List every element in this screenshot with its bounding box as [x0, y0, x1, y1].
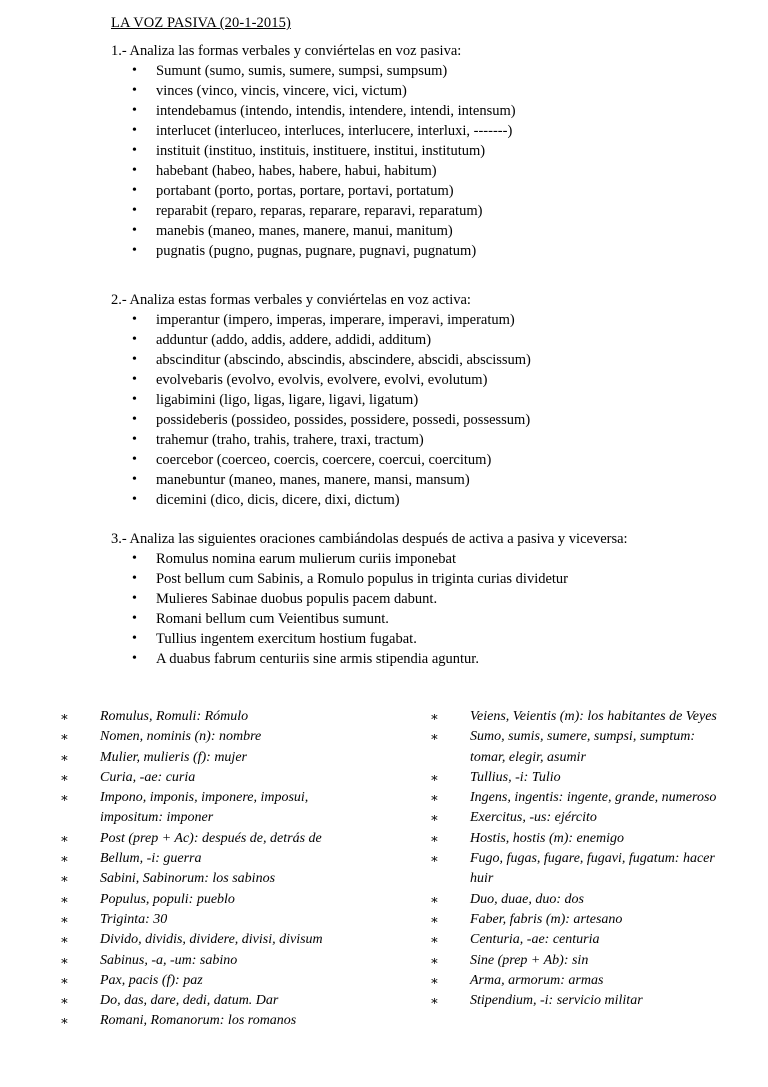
- bullet-icon: •: [132, 123, 137, 138]
- list-item: [111, 609, 628, 629]
- vocabulary-entry: [430, 808, 720, 828]
- vocabulary-text: Duo, duae, duo: dos: [470, 891, 584, 907]
- asterisk-icon: ∗: [430, 709, 439, 724]
- list-item: [111, 549, 628, 569]
- asterisk-icon: ∗: [430, 952, 439, 968]
- vocabulary-entry: [60, 788, 360, 829]
- list-item-text: habebant (habeo, habes, habere, habui, habitum): [156, 163, 437, 179]
- list-item-text: instituit (instituo, instituis, instituere, institui, institutum): [156, 143, 486, 159]
- bullet-icon: •: [132, 183, 137, 198]
- asterisk-icon: ∗: [60, 851, 69, 867]
- vocabulary-entry: [60, 829, 360, 849]
- list-item-text: abscinditur (abscindo, abscindis, abscindere, abscidi, abscissum): [156, 352, 531, 368]
- vocabulary-text: Veiens, Veientis (m): los habitantes de Veyes: [470, 709, 717, 724]
- list-item-text: Sumunt (sumo, sumis, sumere, sumpsi, sumpsum): [156, 63, 448, 79]
- list-item-text: A duabus fabrum centuriis sine armis stipendia aguntur.: [156, 651, 479, 667]
- asterisk-icon: ∗: [60, 1013, 69, 1029]
- vocabulary-text: Exercitus, -us: ejército: [470, 810, 597, 826]
- bullet-icon: •: [132, 412, 137, 427]
- bullet-icon: •: [132, 492, 137, 507]
- verb-list: [111, 61, 516, 261]
- vocabulary-text: Pax, pacis (f): paz: [100, 972, 203, 988]
- asterisk-icon: ∗: [430, 810, 439, 826]
- vocabulary-text: Nomen, nominis (n): nombre: [100, 729, 262, 745]
- list-item: [111, 649, 628, 669]
- list-item-text: ligabimini (ligo, ligas, ligare, ligavi, ligatum): [156, 392, 419, 408]
- asterisk-icon: ∗: [430, 911, 439, 927]
- vocabulary-text: Stipendium, -i: servicio militar: [470, 993, 643, 1009]
- vocabulary-text: Hostis, hostis (m): enemigo: [470, 830, 624, 846]
- vocabulary-entry: [430, 971, 720, 991]
- list-item: [111, 201, 516, 221]
- bullet-icon: •: [132, 203, 137, 218]
- vocabulary-text: Sabinus, -a, -um: sabino: [100, 952, 238, 968]
- bullet-icon: •: [132, 432, 137, 447]
- asterisk-icon: ∗: [60, 830, 69, 846]
- vocabulary-text: Bellum, -i: guerra: [100, 851, 202, 867]
- list-item-text: pugnatis (pugno, pugnas, pugnare, pugnavi, pugnatum): [156, 243, 477, 259]
- list-item: [111, 450, 531, 470]
- vocabulary-entry: [430, 849, 720, 890]
- bullet-icon: •: [132, 591, 137, 606]
- vocabulary-entry: [430, 788, 720, 808]
- list-item: [111, 370, 531, 390]
- bullet-icon: •: [132, 452, 137, 467]
- bullet-icon: •: [132, 472, 137, 487]
- vocabulary-text: Curia, -ae: curia: [100, 769, 196, 785]
- list-item: [111, 141, 516, 161]
- vocabulary-entry: [60, 707, 360, 727]
- document-title: LA VOZ PASIVA (20-1-2015): [111, 15, 291, 31]
- vocabulary-text: Triginta: 30: [100, 911, 168, 927]
- list-item-text: Mulieres Sabinae duobus populis pacem dabunt.: [156, 591, 438, 607]
- list-item: [111, 390, 531, 410]
- vocabulary-entry: [430, 727, 720, 768]
- list-item: [111, 430, 531, 450]
- exercise-section-3: [111, 529, 628, 669]
- bullet-icon: •: [132, 83, 137, 98]
- asterisk-icon: ∗: [60, 729, 69, 745]
- vocabulary-text: Faber, fabris (m): artesano: [470, 911, 623, 927]
- bullet-icon: •: [132, 63, 137, 78]
- bullet-icon: •: [132, 551, 137, 566]
- vocabulary-text: Mulier, mulieris (f): mujer: [100, 749, 247, 765]
- vocabulary-column-left: [60, 707, 360, 1032]
- asterisk-icon: ∗: [60, 749, 69, 765]
- asterisk-icon: ∗: [60, 993, 69, 1009]
- bullet-icon: •: [132, 651, 137, 666]
- exercise-section-2: [111, 290, 531, 510]
- list-item-text: Romulus nomina earum mulierum curiis imponebat: [156, 551, 457, 567]
- list-item-text: Tullius ingentem exercitum hostium fugabat.: [156, 631, 417, 647]
- vocabulary-text: Sabini, Sabinorum: los sabinos: [100, 871, 276, 887]
- asterisk-icon: ∗: [60, 932, 69, 948]
- asterisk-icon: ∗: [430, 830, 439, 846]
- list-item: [111, 350, 531, 370]
- bullet-icon: •: [132, 163, 137, 178]
- asterisk-icon: ∗: [60, 709, 69, 724]
- sentence-list: [111, 549, 628, 669]
- exercise-heading: 3.- Analiza las siguientes oraciones cambiándolas después de activa a pasiva y viceversa:: [111, 531, 628, 547]
- list-item-text: imperantur (impero, imperas, imperare, imperavi, imperatum): [156, 312, 515, 328]
- asterisk-icon: ∗: [430, 769, 439, 785]
- list-item-text: coercebor (coerceo, coercis, coercere, coercui, coercitum): [156, 452, 492, 468]
- vocabulary-entry: [60, 951, 360, 971]
- list-item-text: adduntur (addo, addis, addere, addidi, additum): [156, 332, 432, 348]
- asterisk-icon: ∗: [60, 972, 69, 988]
- list-item: [111, 241, 516, 261]
- vocabulary-entry: [60, 910, 360, 930]
- vocabulary-text: Ingens, ingentis: ingente, grande, numeroso: [470, 790, 717, 806]
- bullet-icon: •: [132, 611, 137, 626]
- list-item: [111, 569, 628, 589]
- asterisk-icon: ∗: [430, 729, 439, 745]
- vocabulary-text: Sumo, sumis, sumere, sumpsi, sumptum: tomar, elegir, asumir: [470, 729, 696, 765]
- list-item: [111, 121, 516, 141]
- list-item-text: Romani bellum cum Veientibus sumunt.: [156, 611, 389, 627]
- vocabulary-entry: [60, 1011, 360, 1031]
- list-item-text: evolvebaris (evolvo, evolvis, evolvere, evolvi, evolutum): [156, 372, 488, 388]
- bullet-icon: •: [132, 631, 137, 646]
- vocabulary-entry: [60, 727, 360, 747]
- vocabulary-entry: [430, 829, 720, 849]
- list-item: [111, 629, 628, 649]
- vocabulary-text: Arma, armorum: armas: [470, 972, 604, 988]
- vocabulary-entry: [60, 930, 360, 950]
- bullet-icon: •: [132, 243, 137, 258]
- exercise-section-1: [111, 41, 516, 261]
- list-item-text: reparabit (reparo, reparas, reparare, reparavi, reparatum): [156, 203, 483, 219]
- bullet-icon: •: [132, 223, 137, 238]
- vocabulary-text: Do, das, dare, dedi, datum. Dar: [100, 993, 279, 1009]
- asterisk-icon: ∗: [430, 891, 439, 907]
- vocabulary-entry: [430, 890, 720, 910]
- vocabulary-text: Fugo, fugas, fugare, fugavi, fugatum: hacer huir: [470, 851, 715, 887]
- asterisk-icon: ∗: [430, 851, 439, 867]
- vocabulary-text: Populus, populi: pueblo: [100, 891, 235, 907]
- exercise-heading: 2.- Analiza estas formas verbales y conviértelas en voz activa:: [111, 292, 471, 308]
- asterisk-icon: ∗: [430, 972, 439, 988]
- vocabulary-entry: [430, 768, 720, 788]
- vocabulary-entry: [60, 849, 360, 869]
- asterisk-icon: ∗: [60, 911, 69, 927]
- list-item-text: trahemur (traho, trahis, trahere, traxi, tractum): [156, 432, 424, 448]
- list-item-text: portabant (porto, portas, portare, portavi, portatum): [156, 183, 454, 199]
- vocabulary-entry: [430, 930, 720, 950]
- asterisk-icon: ∗: [60, 891, 69, 907]
- asterisk-icon: ∗: [430, 790, 439, 806]
- list-item-text: interlucet (interluceo, interluces, interlucere, interluxi, -------): [156, 123, 513, 139]
- list-item: [111, 470, 531, 490]
- asterisk-icon: ∗: [60, 871, 69, 887]
- asterisk-icon: ∗: [60, 790, 69, 806]
- asterisk-icon: ∗: [60, 952, 69, 968]
- bullet-icon: •: [132, 372, 137, 387]
- bullet-icon: •: [132, 143, 137, 158]
- vocabulary-entry: [430, 951, 720, 971]
- vocabulary-entry: [430, 991, 720, 1011]
- list-item-text: possideberis (possideo, possides, possidere, possedi, possessum): [156, 412, 531, 428]
- list-item: [111, 221, 516, 241]
- list-item-text: dicemini (dico, dicis, dicere, dixi, dictum): [156, 492, 400, 508]
- vocabulary-entry: [60, 869, 360, 889]
- list-item-text: vinces (vinco, vincis, vincere, vici, victum): [156, 83, 407, 99]
- asterisk-icon: ∗: [430, 993, 439, 1009]
- list-item: [111, 81, 516, 101]
- list-item: [111, 490, 531, 510]
- vocabulary-text: Romani, Romanorum: los romanos: [100, 1013, 297, 1029]
- list-item-text: manebuntur (maneo, manes, manere, mansi, mansum): [156, 472, 470, 488]
- vocabulary-entry: [430, 707, 720, 727]
- vocabulary-text: Post (prep + Ac): después de, detrás de: [100, 830, 322, 846]
- vocabulary-text: Sine (prep + Ab): sin: [470, 952, 589, 968]
- list-item-text: Post bellum cum Sabinis, a Romulo populus in triginta curias dividetur: [156, 571, 569, 587]
- list-item-text: manebis (maneo, manes, manere, manui, manitum): [156, 223, 453, 239]
- list-item: [111, 589, 628, 609]
- list-item: [111, 310, 531, 330]
- bullet-icon: •: [132, 352, 137, 367]
- bullet-icon: •: [132, 103, 137, 118]
- bullet-icon: •: [132, 332, 137, 347]
- exercise-heading: 1.- Analiza las formas verbales y conviértelas en voz pasiva:: [111, 43, 462, 59]
- vocabulary-text: Impono, imponis, imponere, imposui, impositum: imponer: [100, 790, 309, 826]
- asterisk-icon: ∗: [60, 769, 69, 785]
- list-item: [111, 330, 531, 350]
- list-item: [111, 101, 516, 121]
- bullet-icon: •: [132, 312, 137, 327]
- list-item: [111, 410, 531, 430]
- bullet-icon: •: [132, 392, 137, 407]
- list-item: [111, 161, 516, 181]
- list-item: [111, 181, 516, 201]
- asterisk-icon: ∗: [430, 932, 439, 948]
- list-item-text: intendebamus (intendo, intendis, intendere, intendi, intensum): [156, 103, 516, 119]
- vocabulary-entry: [430, 910, 720, 930]
- verb-list: [111, 310, 531, 510]
- vocabulary-text: Tullius, -i: Tulio: [470, 769, 561, 785]
- vocabulary-text: Centuria, -ae: centuria: [470, 932, 600, 948]
- vocabulary-entry: [60, 890, 360, 910]
- vocabulary-entry: [60, 768, 360, 788]
- vocabulary-text: Romulus, Romuli: Rómulo: [100, 709, 249, 724]
- vocabulary-entry: [60, 748, 360, 768]
- vocabulary-column-right: [430, 707, 720, 1011]
- vocabulary-text: Divido, dividis, dividere, divisi, divisum: [100, 932, 323, 948]
- vocabulary-entry: [60, 991, 360, 1011]
- list-item: [111, 61, 516, 81]
- vocabulary-entry: [60, 971, 360, 991]
- bullet-icon: •: [132, 571, 137, 586]
